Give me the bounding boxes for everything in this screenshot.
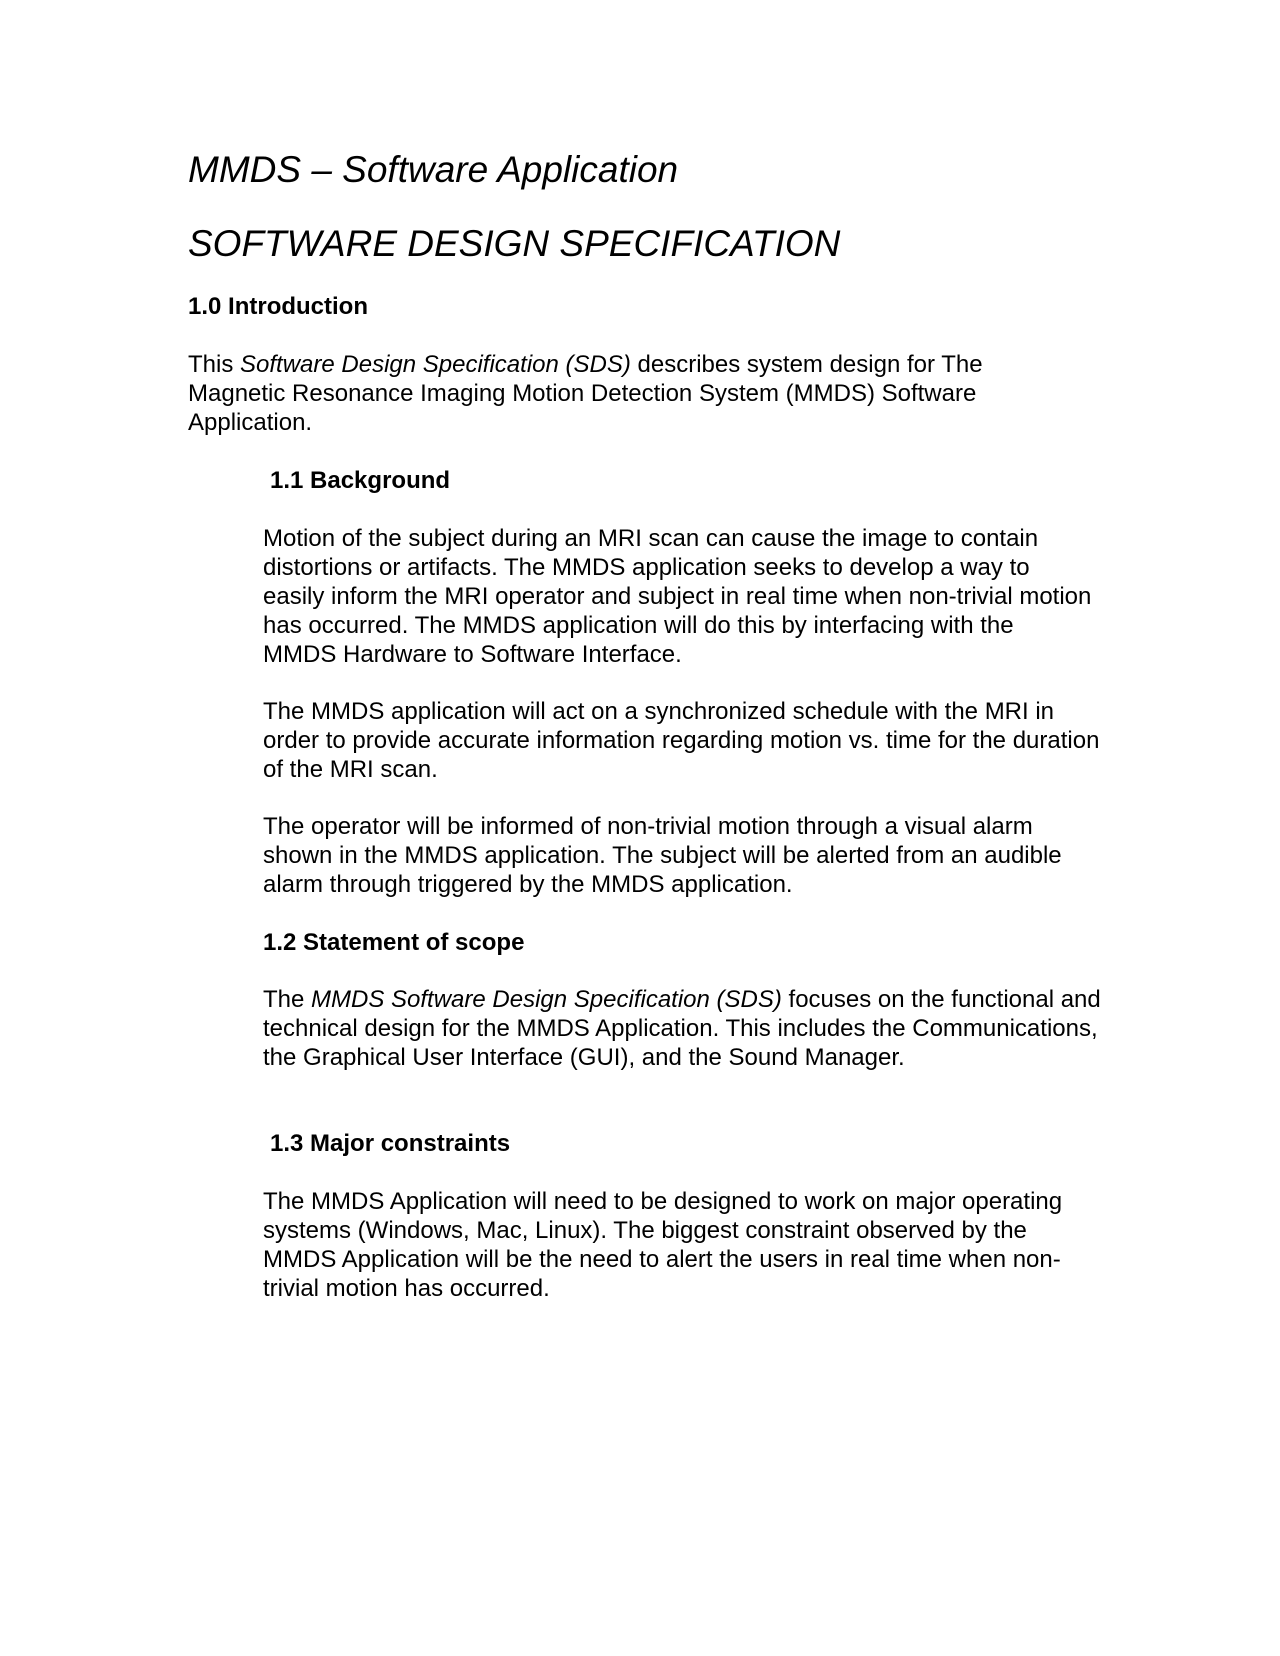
scope-text-start: The — [263, 986, 312, 1013]
intro-text-start: This — [188, 351, 241, 378]
scope-text-end: focuses on the functional and technical design for the MMDS Application. This includes the Communications, the Graphical User Interface (GUI), and the Sound Manager. — [263, 986, 1101, 1071]
intro-text-end: describes system design for The Magnetic Resonance Imaging Motion Detection System (MMDS) Software Application. — [188, 351, 983, 436]
intro-heading: 1.0 Introduction — [188, 293, 368, 320]
background-heading: 1.1 Background — [270, 467, 451, 494]
constraints-paragraph: The MMDS Application will need to be designed to work on major operating systems (Windows, Mac, Linux). The biggest constraint observed by the MMDS Application will be the need to alert the users in real time when non-trivial motion has occurred. — [263, 1188, 1063, 1302]
intro-text-italic: Software Design Specification (SDS) — [240, 351, 631, 378]
background-paragraph-1: Motion of the subject during an MRI scan can cause the image to contain distortions or artifacts. The MMDS application seeks to develop a way to easily inform the MRI operator and subject in real time when non-trivial motion has occurred. The MMDS application will do this by interfacing with the MMDS Hardware to Software Interface. — [263, 525, 1092, 668]
document-subtitle: SOFTWARE DESIGN SPECIFICATION — [188, 223, 841, 264]
background-paragraph-3: The operator will be informed of non-trivial motion through a visual alarm shown in the MMDS application. The subject will be alerted from an audible alarm through triggered by the MMDS application. — [263, 813, 1062, 898]
scope-text-italic: MMDS Software Design Specification (SDS) — [311, 986, 782, 1013]
document-title: MMDS – Software Application — [188, 149, 679, 190]
scope-heading: 1.2 Statement of scope — [263, 929, 525, 956]
intro-paragraph — [188, 350, 1028, 437]
scope-paragraph — [263, 985, 1103, 1072]
constraints-heading: 1.3 Major constraints — [270, 1130, 511, 1157]
background-paragraph-2: The MMDS application will act on a synchronized schedule with the MRI in order to provide accurate information regarding motion vs. time for the duration of the MRI scan. — [263, 698, 1100, 783]
